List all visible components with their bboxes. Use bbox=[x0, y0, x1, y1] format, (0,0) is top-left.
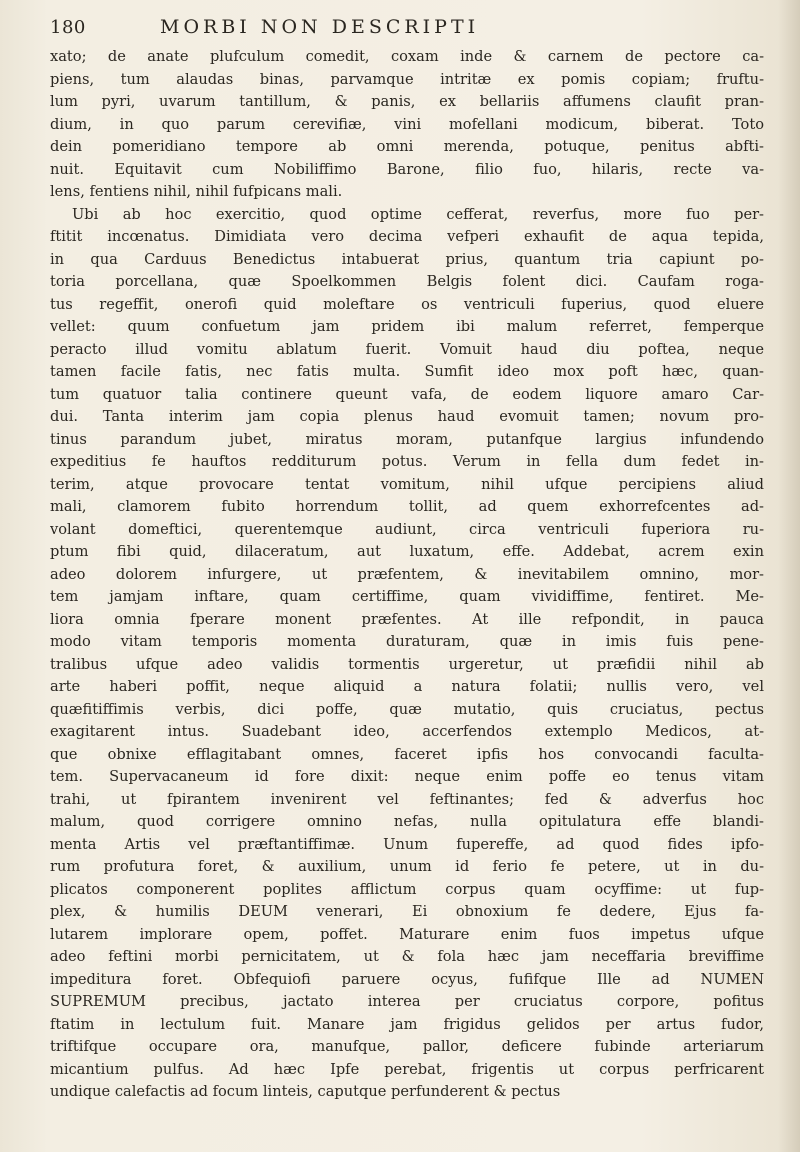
text-line: lens, fentiens nihil, nihil fufpicans mali. bbox=[50, 183, 343, 200]
text-line: ftitit incœnatus. Dimidiata vero decima vefperi exhaufit de aqua tepida, bbox=[50, 228, 764, 245]
text-line: tum quatuor talia continere queunt vafa, de eodem liquore amaro Car- bbox=[50, 385, 764, 403]
text-line: undique calefactis ad focum linteis, caputque perfunderent & pectus bbox=[50, 1083, 561, 1100]
text-line: liora omnia fperare monent præfentes. At ille refpondit, in pauca bbox=[50, 610, 764, 628]
text-line: xato; de anate plufculum comedit, coxam inde & carnem de pectore ca- bbox=[50, 48, 764, 65]
page-number: 180 bbox=[50, 17, 86, 38]
text-line: ptum fibi quid, dilaceratum, aut luxatum, effe. Addebat, acrem exin bbox=[50, 543, 764, 560]
text-line: modo vitam temporis momenta duraturam, quæ in imis fuis pene- bbox=[50, 633, 764, 650]
text-line: menta Artis vel præftantiffimæ. Unum fupereffe, ad quod fides ipfo- bbox=[50, 835, 764, 853]
text-line: micantium pulfus. Ad hæc Ipfe perebat, frigentis ut corpus perfricarent bbox=[50, 1060, 764, 1078]
text-line: rum profutura foret, & auxilium, unum id ferio fe petere, ut in du- bbox=[50, 858, 764, 875]
text-line: piens, tum alaudas binas, parvamque intritæ ex pomis copiam; fruftu- bbox=[50, 70, 764, 88]
text-line: adeo feftini morbi pernicitatem, ut & fola hæc jam neceffaria breviffime bbox=[50, 948, 764, 965]
text-line: quæfitiffimis verbis, dici poffe, quæ mutatio, quis cruciatus, pectus bbox=[50, 700, 764, 718]
text-line: expeditius fe hauftos redditurum potus. Verum in fella dum fedet in- bbox=[50, 453, 764, 470]
running-head bbox=[50, 16, 764, 40]
text-line: mali, clamorem fubito horrendum tollit, ad quem exhorrefcentes ad- bbox=[50, 498, 764, 515]
text-line: tem. Supervacaneum id fore dixit: neque enim poffe eo tenus vitam bbox=[50, 768, 764, 785]
paragraph-1 bbox=[50, 46, 764, 204]
text-line: nuit. Equitavit cum Nobiliffimo Barone, filio fuo, hilaris, recte va- bbox=[50, 160, 764, 178]
text-line: tamen facile fatis, nec fatis multa. Sumfit ideo mox poft hæc, quan- bbox=[50, 363, 764, 380]
text-line: dein pomeridiano tempore ab omni merenda, potuque, penitus abfti- bbox=[50, 138, 764, 155]
text-line: exagitarent intus. Suadebant ideo, accerfendos extemplo Medicos, at- bbox=[50, 723, 764, 740]
running-title: MORBI NON DESCRIPTI bbox=[160, 16, 480, 38]
text-line: Ubi ab hoc exercitio, quod optime cefferat, reverfus, more fuo per- bbox=[72, 205, 764, 223]
text-line: triftifque occupare ora, manufque, pallor, deficere fubinde arteriarum bbox=[50, 1038, 764, 1055]
text-line: lum pyri, uvarum tantillum, & panis, ex bellariis affumens claufit pran- bbox=[50, 93, 764, 110]
text-line: volant domeftici, querentemque audiunt, circa ventriculi fuperiora ru- bbox=[50, 520, 764, 538]
text-line: que obnixe efflagitabant omnes, faceret ipfis hos convocandi faculta- bbox=[50, 745, 764, 763]
text-line: arte haberi poffit, neque aliquid a natura folatii; nullis vero, vel bbox=[50, 678, 764, 695]
text-line: trahi, ut fpirantem invenirent vel feftinantes; fed & adverfus hoc bbox=[50, 790, 764, 808]
text-line: tus regeffit, onerofi quid moleftare os ventriculi fuperius, quod eluere bbox=[50, 295, 764, 313]
body-text bbox=[50, 46, 764, 1104]
text-line: plicatos componerent poplites afflictum corpus quam ocyffime: ut fup- bbox=[50, 880, 764, 898]
text-line: in qua Carduus Benedictus intabuerat prius, quantum tria capiunt po- bbox=[50, 250, 764, 268]
paragraph-2 bbox=[50, 204, 764, 1104]
text-line: vellet: quum confuetum jam pridem ibi malum referret, femperque bbox=[50, 318, 764, 335]
text-line: ftatim in lectulum fuit. Manare jam frigidus gelidos per artus fudor, bbox=[50, 1015, 764, 1033]
text-line: lutarem implorare opem, poffet. Maturare enim fuos impetus ufque bbox=[50, 925, 764, 943]
text-line: tralibus ufque adeo validis tormentis urgeretur, ut præfidii nihil ab bbox=[50, 655, 764, 673]
text-line: SUPREMUM precibus, jactato interea per cruciatus corpore, pofitus bbox=[50, 993, 764, 1010]
text-line: peracto illud vomitu ablatum fuerit. Vomuit haud diu poftea, neque bbox=[50, 340, 764, 358]
text-line: toria porcellana, quæ Spoelkommen Belgis folent dici. Caufam roga- bbox=[50, 273, 764, 290]
text-line: terim, atque provocare tentat vomitum, nihil ufque percipiens aliud bbox=[50, 475, 764, 493]
text-line: plex, & humilis DEUM venerari, Ei obnoxium fe dedere, Ejus fa- bbox=[50, 903, 764, 920]
text-line: dui. Tanta interim jam copia plenus haud evomuit tamen; novum pro- bbox=[50, 408, 764, 425]
text-line: adeo dolorem infurgere, ut præfentem, & inevitabilem omnino, mor- bbox=[50, 565, 764, 583]
text-line: impeditura foret. Obfequiofi paruere ocyus, fufifque Ille ad NUMEN bbox=[50, 970, 764, 988]
page-edge-shadow bbox=[778, 0, 800, 1152]
text-line: dium, in quo parum cerevifiæ, vini mofellani modicum, biberat. Toto bbox=[50, 115, 764, 133]
text-line: tinus parandum jubet, miratus moram, putanfque largius infundendo bbox=[50, 430, 764, 448]
text-line: malum, quod corrigere omnino nefas, nulla opitulatura effe blandi- bbox=[50, 813, 764, 830]
text-line: tem jamjam inftare, quam certiffime, quam vividiffime, fentiret. Me- bbox=[50, 588, 764, 605]
